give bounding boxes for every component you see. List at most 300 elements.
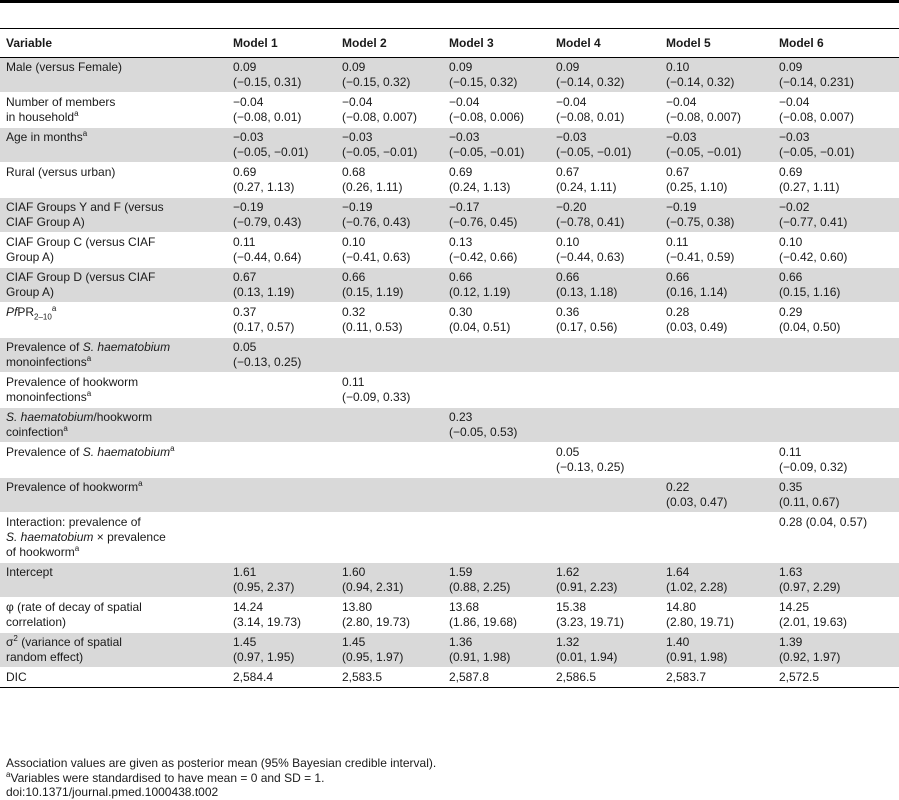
variable-line bbox=[6, 375, 223, 390]
estimate-value: 2,586.5 bbox=[556, 670, 597, 684]
model-2-cell bbox=[336, 163, 443, 198]
variable-label-line: Group A) bbox=[6, 250, 55, 264]
variable-line bbox=[6, 390, 223, 405]
credible-interval: (−0.05, −0.01) bbox=[666, 145, 742, 159]
variable-line bbox=[6, 445, 223, 460]
credible-interval: (−0.44, 0.64) bbox=[233, 250, 302, 264]
credible-interval: (0.91, 2.23) bbox=[556, 580, 618, 594]
italic-label: Pf bbox=[6, 305, 18, 319]
model-1-cell bbox=[227, 303, 336, 338]
model-2-cell bbox=[336, 58, 443, 93]
header-model-3: Model 3 bbox=[443, 29, 550, 58]
credible-interval: (−0.79, 0.43) bbox=[233, 215, 302, 229]
variable-cell bbox=[0, 163, 227, 198]
superscript-marker: a bbox=[74, 544, 80, 553]
model-1-cell bbox=[227, 478, 336, 513]
model-2-cell bbox=[336, 303, 443, 338]
model-3-cell bbox=[443, 633, 550, 668]
variable-cell bbox=[0, 338, 227, 373]
credible-interval: (−0.42, 0.60) bbox=[779, 250, 848, 264]
header-variable: Variable bbox=[0, 29, 227, 58]
estimate-value: 0.09 bbox=[342, 60, 366, 74]
model-2-cell bbox=[336, 598, 443, 633]
credible-interval: (0.13, 1.19) bbox=[233, 285, 295, 299]
label-main: coinfection bbox=[6, 425, 64, 439]
credible-interval: (−0.05, 0.53) bbox=[449, 425, 518, 439]
credible-interval: (0.27, 1.13) bbox=[233, 180, 295, 194]
model-2-cell bbox=[336, 93, 443, 128]
table-row bbox=[0, 93, 899, 128]
model-3-cell bbox=[443, 563, 550, 598]
model-5-cell bbox=[660, 338, 773, 373]
model-3-cell bbox=[443, 668, 550, 688]
credible-interval: (−0.14, 0.32) bbox=[556, 75, 625, 89]
estimate-value: −0.04 bbox=[342, 95, 373, 109]
credible-interval: (0.15, 1.19) bbox=[342, 285, 404, 299]
table-row bbox=[0, 373, 899, 408]
label-main: monoinfections bbox=[6, 355, 87, 369]
estimate-value: 1.62 bbox=[556, 565, 580, 579]
estimate-value: −0.03 bbox=[779, 130, 810, 144]
label-main: Prevalence of bbox=[6, 445, 83, 459]
estimate-value: 0.35 bbox=[779, 480, 803, 494]
variable-line bbox=[6, 200, 223, 215]
header-model-1: Model 1 bbox=[227, 29, 336, 58]
credible-interval: (2.80, 19.71) bbox=[666, 615, 735, 629]
variable-line bbox=[6, 425, 223, 440]
table-body bbox=[0, 58, 899, 688]
variable-line bbox=[6, 530, 223, 545]
table-row bbox=[0, 478, 899, 513]
model-4-cell bbox=[550, 128, 660, 163]
variable-line bbox=[6, 285, 223, 300]
variable-cell bbox=[0, 563, 227, 598]
estimate-value: 0.32 bbox=[342, 305, 366, 319]
credible-interval: (−0.08, 0.01) bbox=[556, 110, 625, 124]
credible-interval: (−0.78, 0.41) bbox=[556, 215, 625, 229]
model-5-cell bbox=[660, 563, 773, 598]
model-1-cell bbox=[227, 58, 336, 93]
estimate-value: 0.66 bbox=[556, 270, 580, 284]
label-main: σ bbox=[6, 635, 14, 649]
estimate-value: 0.28 (0.04, 0.57) bbox=[779, 515, 868, 529]
model-6-cell bbox=[773, 198, 899, 233]
estimate-value: 13.80 bbox=[342, 600, 373, 614]
italic-label: S. haematobium bbox=[6, 530, 94, 544]
credible-interval: (−0.05, −0.01) bbox=[779, 145, 855, 159]
model-2-cell bbox=[336, 198, 443, 233]
credible-interval: (−0.14, 0.231) bbox=[779, 75, 855, 89]
results-table bbox=[0, 29, 899, 688]
model-4-cell bbox=[550, 668, 660, 688]
variable-cell bbox=[0, 633, 227, 668]
model-5-cell bbox=[660, 598, 773, 633]
model-1-cell bbox=[227, 128, 336, 163]
model-1-cell bbox=[227, 563, 336, 598]
table-row bbox=[0, 443, 899, 478]
model-2-cell bbox=[336, 633, 443, 668]
estimate-value: −0.03 bbox=[449, 130, 480, 144]
model-3-cell bbox=[443, 408, 550, 443]
estimate-value: 14.24 bbox=[233, 600, 264, 614]
credible-interval: (−0.08, 0.006) bbox=[449, 110, 525, 124]
variable-cell bbox=[0, 373, 227, 408]
variable-cell bbox=[0, 303, 227, 338]
variable-cell bbox=[0, 408, 227, 443]
footnote-association: Association values are given as posterior mean (95% Bayesian credible interval). bbox=[6, 756, 437, 770]
model-5-cell bbox=[660, 443, 773, 478]
model-3-cell bbox=[443, 93, 550, 128]
variable-cell bbox=[0, 198, 227, 233]
credible-interval: (−0.08, 0.01) bbox=[233, 110, 302, 124]
variable-line bbox=[6, 355, 223, 370]
variable-label-line: CIAF Group A) bbox=[6, 215, 85, 229]
estimate-value: 15.38 bbox=[556, 600, 587, 614]
estimate-value: 2,584.4 bbox=[233, 670, 274, 684]
table-row bbox=[0, 128, 899, 163]
label-main: /hookworm bbox=[93, 410, 153, 424]
table-row bbox=[0, 513, 899, 563]
table-row bbox=[0, 633, 899, 668]
estimate-value: 0.10 bbox=[342, 235, 366, 249]
estimate-value: −0.03 bbox=[342, 130, 373, 144]
variable-line bbox=[6, 615, 223, 630]
credible-interval: (3.14, 19.73) bbox=[233, 615, 302, 629]
estimate-value: 0.29 bbox=[779, 305, 803, 319]
variable-label-line: Intercept bbox=[6, 565, 53, 579]
superscript: 2 bbox=[13, 634, 18, 643]
variable-line bbox=[6, 340, 223, 355]
estimate-value: 0.09 bbox=[233, 60, 257, 74]
variable-line bbox=[6, 95, 223, 110]
model-4-cell bbox=[550, 303, 660, 338]
credible-interval: (0.03, 0.49) bbox=[666, 320, 728, 334]
credible-interval: (0.97, 2.29) bbox=[779, 580, 841, 594]
estimate-value: 2,587.8 bbox=[449, 670, 490, 684]
credible-interval: (−0.15, 0.32) bbox=[449, 75, 518, 89]
model-4-cell bbox=[550, 268, 660, 303]
estimate-value: 1.39 bbox=[779, 635, 803, 649]
variable-line bbox=[6, 410, 223, 425]
credible-interval: (0.04, 0.51) bbox=[449, 320, 511, 334]
label-main: random effect) bbox=[6, 650, 84, 664]
variable-cell bbox=[0, 128, 227, 163]
variable-line bbox=[6, 545, 223, 560]
credible-interval: (0.27, 1.11) bbox=[779, 180, 840, 194]
credible-interval: (0.11, 0.67) bbox=[779, 495, 840, 509]
superscript-marker: a bbox=[86, 354, 92, 363]
model-4-cell bbox=[550, 163, 660, 198]
model-5-cell bbox=[660, 268, 773, 303]
model-3-cell bbox=[443, 443, 550, 478]
variable-line bbox=[6, 215, 223, 230]
model-2-cell bbox=[336, 233, 443, 268]
estimate-value: −0.03 bbox=[233, 130, 264, 144]
estimate-value: −0.20 bbox=[556, 200, 587, 214]
variable-line bbox=[6, 165, 223, 180]
model-1-cell bbox=[227, 163, 336, 198]
model-1-cell bbox=[227, 633, 336, 668]
header-model-6: Model 6 bbox=[773, 29, 899, 58]
model-4-cell bbox=[550, 93, 660, 128]
superscript-marker: a bbox=[138, 479, 143, 488]
model-5-cell bbox=[660, 408, 773, 443]
model-4-cell bbox=[550, 408, 660, 443]
model-3-cell bbox=[443, 163, 550, 198]
credible-interval: (−0.41, 0.63) bbox=[342, 250, 411, 264]
estimate-value: 1.64 bbox=[666, 565, 690, 579]
label-main: Interaction: prevalence of bbox=[6, 515, 141, 529]
italic-label: S. haematobium bbox=[82, 340, 171, 354]
model-4-cell bbox=[550, 198, 660, 233]
credible-interval: (1.86, 19.68) bbox=[449, 615, 518, 629]
variable-line bbox=[6, 515, 223, 530]
variable-cell bbox=[0, 513, 227, 563]
estimate-value: 0.22 bbox=[666, 480, 690, 494]
table-row bbox=[0, 303, 899, 338]
estimate-value: 1.45 bbox=[342, 635, 366, 649]
model-3-cell bbox=[443, 513, 550, 563]
model-6-cell bbox=[773, 373, 899, 408]
credible-interval: (−0.13, 0.25) bbox=[233, 355, 302, 369]
credible-interval: (1.02, 2.28) bbox=[666, 580, 728, 594]
estimate-value: 1.60 bbox=[342, 565, 366, 579]
credible-interval: (0.94, 2.31) bbox=[342, 580, 404, 594]
credible-interval: (−0.76, 0.45) bbox=[449, 215, 518, 229]
estimate-value: 0.68 bbox=[342, 165, 366, 179]
estimate-value: 0.69 bbox=[449, 165, 473, 179]
model-4-cell bbox=[550, 443, 660, 478]
credible-interval: (0.12, 1.19) bbox=[449, 285, 511, 299]
table-row bbox=[0, 268, 899, 303]
estimate-value: 1.63 bbox=[779, 565, 803, 579]
model-6-cell bbox=[773, 408, 899, 443]
model-3-cell bbox=[443, 338, 550, 373]
variable-label-line: Prevalence of hookworm bbox=[6, 375, 139, 389]
variable-line bbox=[6, 250, 223, 265]
variable-cell bbox=[0, 443, 227, 478]
model-5-cell bbox=[660, 373, 773, 408]
credible-interval: (0.17, 0.57) bbox=[233, 320, 295, 334]
variable-cell bbox=[0, 233, 227, 268]
variable-line bbox=[6, 670, 223, 685]
estimate-value: −0.04 bbox=[666, 95, 697, 109]
variable-line bbox=[6, 110, 223, 125]
model-3-cell bbox=[443, 198, 550, 233]
estimate-value: 1.45 bbox=[233, 635, 257, 649]
top-rule bbox=[0, 0, 899, 3]
estimate-value: −0.04 bbox=[779, 95, 810, 109]
estimate-value: 0.37 bbox=[233, 305, 257, 319]
model-2-cell bbox=[336, 128, 443, 163]
italic-label: S. haematobium bbox=[6, 410, 94, 424]
credible-interval: (−0.09, 0.32) bbox=[779, 460, 848, 474]
estimate-value: 0.67 bbox=[556, 165, 580, 179]
model-2-cell bbox=[336, 443, 443, 478]
model-5-cell bbox=[660, 198, 773, 233]
credible-interval: (−0.41, 0.59) bbox=[666, 250, 735, 264]
estimate-value: −0.02 bbox=[779, 200, 810, 214]
credible-interval: (−0.05, −0.01) bbox=[342, 145, 418, 159]
variable-label-line: in household bbox=[6, 110, 75, 124]
estimate-value: 0.67 bbox=[666, 165, 690, 179]
subscript: 2–10 bbox=[34, 312, 52, 322]
superscript-marker: a bbox=[51, 304, 57, 313]
estimate-value: 0.66 bbox=[666, 270, 690, 284]
model-6-cell bbox=[773, 163, 899, 198]
model-4-cell bbox=[550, 563, 660, 598]
credible-interval: (−0.13, 0.25) bbox=[556, 460, 625, 474]
estimate-value: 0.11 bbox=[779, 445, 802, 459]
credible-interval: (0.01, 1.94) bbox=[556, 650, 618, 664]
estimate-value: 0.66 bbox=[449, 270, 473, 284]
table-row bbox=[0, 338, 899, 373]
credible-interval: (0.26, 1.11) bbox=[342, 180, 403, 194]
credible-interval: (−0.08, 0.007) bbox=[342, 110, 418, 124]
label-main: × prevalence bbox=[93, 530, 166, 544]
variable-cell bbox=[0, 268, 227, 303]
model-6-cell bbox=[773, 563, 899, 598]
model-6-cell bbox=[773, 303, 899, 338]
model-2-cell bbox=[336, 268, 443, 303]
variable-label-line: φ (rate of decay of spatial bbox=[6, 600, 142, 614]
credible-interval: (0.95, 1.97) bbox=[342, 650, 404, 664]
credible-interval: (0.13, 1.18) bbox=[556, 285, 618, 299]
model-6-cell bbox=[773, 598, 899, 633]
credible-interval: (0.16, 1.14) bbox=[666, 285, 728, 299]
estimate-value: 14.25 bbox=[779, 600, 810, 614]
model-1-cell bbox=[227, 443, 336, 478]
table-row bbox=[0, 163, 899, 198]
estimate-value: −0.03 bbox=[556, 130, 587, 144]
table-row bbox=[0, 408, 899, 443]
model-5-cell bbox=[660, 668, 773, 688]
estimate-value: 0.36 bbox=[556, 305, 580, 319]
model-3-cell bbox=[443, 58, 550, 93]
model-3-cell bbox=[443, 303, 550, 338]
credible-interval: (0.24, 1.11) bbox=[556, 180, 617, 194]
model-5-cell bbox=[660, 128, 773, 163]
estimate-value: 2,572.5 bbox=[779, 670, 820, 684]
model-2-cell bbox=[336, 563, 443, 598]
credible-interval: (0.04, 0.50) bbox=[779, 320, 841, 334]
estimate-value: −0.19 bbox=[233, 200, 264, 214]
model-6-cell bbox=[773, 668, 899, 688]
estimate-value: 0.10 bbox=[666, 60, 690, 74]
variable-line bbox=[6, 635, 223, 650]
credible-interval: (−0.05, −0.01) bbox=[233, 145, 309, 159]
model-4-cell bbox=[550, 373, 660, 408]
estimate-value: −0.04 bbox=[233, 95, 264, 109]
variable-line bbox=[6, 650, 223, 665]
credible-interval: (3.23, 19.71) bbox=[556, 615, 625, 629]
estimate-value: 2,583.7 bbox=[666, 670, 707, 684]
estimate-value: 1.59 bbox=[449, 565, 473, 579]
estimate-value: 0.09 bbox=[779, 60, 803, 74]
credible-interval: (0.17, 0.56) bbox=[556, 320, 618, 334]
variable-line bbox=[6, 600, 223, 615]
estimate-value: −0.19 bbox=[666, 200, 697, 214]
estimate-value: 0.66 bbox=[342, 270, 366, 284]
model-5-cell bbox=[660, 633, 773, 668]
footnote-marker: a bbox=[6, 770, 11, 779]
estimate-value: 0.13 bbox=[449, 235, 473, 249]
estimate-value: 1.32 bbox=[556, 635, 580, 649]
model-6-cell bbox=[773, 268, 899, 303]
model-3-cell bbox=[443, 478, 550, 513]
model-4-cell bbox=[550, 478, 660, 513]
variable-cell bbox=[0, 668, 227, 688]
variable-cell bbox=[0, 598, 227, 633]
estimate-value: 0.05 bbox=[233, 340, 257, 354]
estimate-value: 0.05 bbox=[556, 445, 580, 459]
estimate-value: 0.66 bbox=[779, 270, 803, 284]
variable-label-line: Age in months bbox=[6, 130, 83, 144]
estimate-value: 0.69 bbox=[779, 165, 803, 179]
model-4-cell bbox=[550, 513, 660, 563]
model-6-cell bbox=[773, 58, 899, 93]
credible-interval: (0.03, 0.47) bbox=[666, 495, 728, 509]
model-1-cell bbox=[227, 598, 336, 633]
italic-label: S. haematobium bbox=[82, 445, 171, 459]
model-1-cell bbox=[227, 233, 336, 268]
variable-label-line: monoinfections bbox=[6, 390, 87, 404]
estimate-value: 14.80 bbox=[666, 600, 697, 614]
superscript-marker: a bbox=[74, 109, 79, 118]
model-5-cell bbox=[660, 58, 773, 93]
credible-interval: (−0.77, 0.41) bbox=[779, 215, 848, 229]
estimate-value: 0.09 bbox=[556, 60, 580, 74]
credible-interval: (0.92, 1.97) bbox=[779, 650, 841, 664]
superscript-marker: a bbox=[63, 424, 68, 433]
model-2-cell bbox=[336, 408, 443, 443]
model-6-cell bbox=[773, 338, 899, 373]
model-2-cell bbox=[336, 478, 443, 513]
model-6-cell bbox=[773, 233, 899, 268]
variable-line bbox=[6, 60, 223, 75]
credible-interval: (−0.75, 0.38) bbox=[666, 215, 735, 229]
credible-interval: (0.15, 1.16) bbox=[779, 285, 841, 299]
credible-interval: (−0.76, 0.43) bbox=[342, 215, 411, 229]
estimate-value: 0.23 bbox=[449, 410, 473, 424]
table-row bbox=[0, 598, 899, 633]
label-main: of hookworm bbox=[6, 545, 75, 559]
variable-line bbox=[6, 235, 223, 250]
variable-line bbox=[6, 270, 223, 285]
model-5-cell bbox=[660, 163, 773, 198]
table-row bbox=[0, 58, 899, 93]
model-4-cell bbox=[550, 58, 660, 93]
model-4-cell bbox=[550, 598, 660, 633]
model-5-cell bbox=[660, 233, 773, 268]
estimate-value: 0.28 bbox=[666, 305, 690, 319]
model-4-cell bbox=[550, 233, 660, 268]
model-6-cell bbox=[773, 513, 899, 563]
label-main: PR bbox=[17, 305, 35, 319]
model-5-cell bbox=[660, 513, 773, 563]
variable-cell bbox=[0, 478, 227, 513]
model-2-cell bbox=[336, 668, 443, 688]
variable-line bbox=[6, 130, 223, 145]
model-1-cell bbox=[227, 198, 336, 233]
model-4-cell bbox=[550, 633, 660, 668]
credible-interval: (−0.44, 0.63) bbox=[556, 250, 625, 264]
model-2-cell bbox=[336, 513, 443, 563]
label-main: (variance of spatial bbox=[17, 635, 122, 649]
estimate-value: 0.11 bbox=[342, 375, 365, 389]
estimate-value: −0.17 bbox=[449, 200, 480, 214]
header-row bbox=[0, 29, 899, 58]
